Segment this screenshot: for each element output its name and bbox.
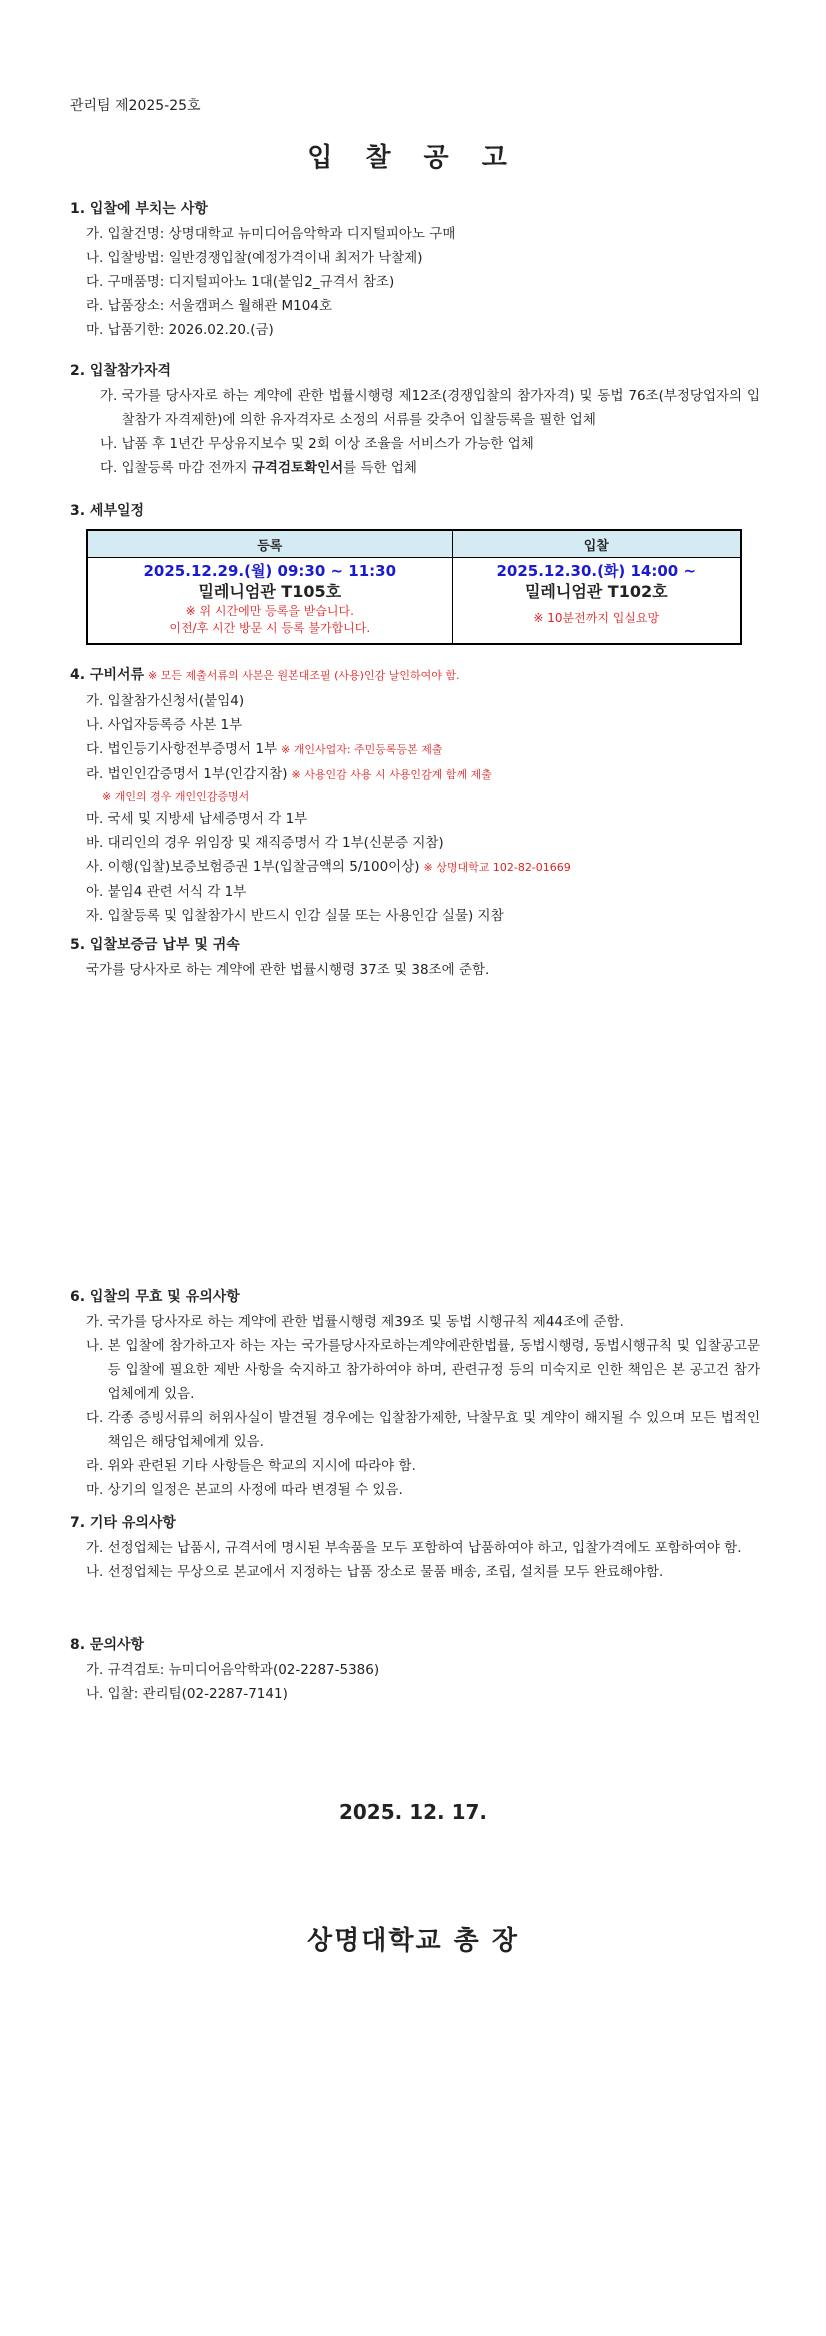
bidding-note: ※ 10분전까지 입실요망	[533, 611, 660, 625]
section-heading: 2. 입찰참가자격	[70, 363, 172, 379]
section-heading: 1. 입찰에 부치는 사항	[70, 201, 208, 217]
issuer-signature: 상명대학교 총 장	[307, 1926, 519, 1956]
item-marker: 나.	[86, 1338, 108, 1354]
announcement-date: 2025. 12. 17.	[338, 1800, 488, 1824]
section-bid-deposit	[70, 934, 760, 982]
section-inquiries	[70, 1634, 760, 1706]
list-item: 나. 납품 후 1년간 무상유지보수 및 2회 이상 조율을 서비스가 가능한 업체	[100, 436, 534, 452]
list-item	[70, 1334, 760, 1406]
item-marker: 가.	[100, 388, 122, 404]
item-text: 상기의 일정은 본교의 사정에 따라 변경될 수 있음.	[107, 1482, 403, 1498]
bidding-place: 밀레니엄관 T102호	[524, 582, 668, 601]
list-item	[70, 1536, 760, 1560]
list-item	[70, 1454, 760, 1478]
registration-place: 밀레니엄관 T105호	[198, 582, 342, 601]
list-item: 라. 납품장소: 서울캠퍼스 월해관 M104호	[86, 298, 332, 314]
list-item	[70, 384, 760, 432]
list-item	[70, 737, 760, 762]
section-eligibility	[70, 360, 760, 480]
item-text: 다. 법인등기사항전부증명서 1부	[86, 741, 277, 757]
section-bid-subject	[70, 198, 760, 342]
item-text: 국가를 당사자로 하는 계약에 관한 법률시행령 제12조(경쟁입찰의 참가자격) 및 동법 76조(부정당업자의 입찰참가 자격제한)에 의한 유자격자로 소정의 서류를 갖추어 입찰등록을 필한 업체	[121, 388, 760, 428]
spec-review-confirmation: 규격검토확인서	[251, 460, 344, 476]
item-text: 다. 입찰등록 마감 전까지	[100, 460, 252, 476]
list-item	[70, 855, 760, 880]
item-note: ※ 사용인감 사용 시 사용인감계 함께 제출	[291, 768, 492, 781]
list-item: 가. 규격검토: 뉴미디어음악학과(02-2287-5386)	[86, 1662, 380, 1678]
item-text: 라. 법인인감증명서 1부(인감지참)	[86, 766, 288, 782]
bidding-datetime: 2025.12.30.(화) 14:00 ~	[496, 562, 697, 580]
section-heading: 5. 입찰보증금 납부 및 귀속	[70, 937, 240, 953]
list-item: 아. 붙임4 관련 서식 각 1부	[86, 884, 247, 900]
item-note: ※ 개인사업자: 주민등록등본 제출	[281, 743, 443, 756]
heading-note: ※ 모든 제출서류의 사본은 원본대조필 (사용)인감 날인하여야 함.	[148, 669, 460, 682]
item-text: 본 입찰에 참가하고자 하는 자는 국가를당사자로하는계약에관한법률, 동법시행령, 동법시행규칙 및 입찰공고문 등 입찰에 필요한 제반 사항을 숙지하고 참가하여야 하며, 관련규정 등의 미숙지로 인한 책임은 본 공고건 참가업체에게 있음.	[107, 1338, 760, 1402]
item-marker: 가.	[86, 1314, 108, 1330]
list-item: 바. 대리인의 경우 위임장 및 재직증명서 각 1부(신분증 지참)	[86, 835, 444, 851]
list-item: 나. 입찰방법: 일반경쟁입찰(예정가격이내 최저가 낙찰제)	[86, 250, 423, 266]
section-schedule	[70, 500, 760, 522]
list-item: 나. 입찰: 관리팀(02-2287-7141)	[86, 1686, 288, 1702]
item-text: 국가를 당사자로 하는 계약에 관한 법률시행령 제39조 및 동법 시행규칙 제44조에 준함.	[107, 1314, 624, 1330]
item-marker: 라.	[86, 1458, 108, 1474]
list-item: 다. 구매품명: 디지털피아노 1대(붙임2_규격서 참조)	[86, 274, 395, 290]
item-marker: 다.	[86, 1410, 108, 1426]
section-required-documents	[70, 664, 760, 928]
item-text: 선정업체는 납품시, 규격서에 명시된 부속품을 모두 포함하여 납품하여야 하고, 입찰가격에도 포함하여야 함.	[107, 1540, 742, 1556]
document-number: 관리팀 제2025-25호	[70, 98, 201, 114]
item-text: 선정업체는 무상으로 본교에서 지정하는 납품 장소로 물품 배송, 조립, 설치를 모두 완료해야함.	[107, 1564, 664, 1580]
registration-note: ※ 위 시간에만 등록을 받습니다.	[185, 604, 354, 618]
section-heading: 7. 기타 유의사항	[70, 1515, 176, 1531]
column-header-registration: 등록	[87, 530, 452, 558]
section-other-notes	[70, 1512, 760, 1584]
item-note: ※ 상명대학교 102-82-01669	[423, 861, 571, 874]
list-item: 가. 입찰건명: 상명대학교 뉴미디어음악학과 디지털피아노 구매	[86, 226, 456, 242]
heading-text: 4. 구비서류	[70, 667, 145, 683]
section-invalidity-notes	[70, 1286, 760, 1502]
item-text: 위와 관련된 기타 사항들은 학교의 지시에 따라야 함.	[107, 1458, 416, 1474]
registration-note: 이전/후 시간 방문 시 등록 불가합니다.	[169, 621, 371, 635]
item-text: 사. 이행(입찰)보증보험증권 1부(입찰금액의 5/100이상)	[86, 859, 420, 875]
registration-datetime: 2025.12.29.(월) 09:30 ~ 11:30	[143, 562, 397, 580]
list-item: 나. 사업자등록증 사본 1부	[86, 717, 243, 733]
schedule-table	[86, 529, 742, 645]
registration-cell	[87, 558, 452, 645]
item-text: 를 득한 업체	[343, 460, 417, 476]
section-heading: 8. 문의사항	[70, 1637, 145, 1653]
list-item: 가. 입찰참가신청서(붙임4)	[86, 693, 245, 709]
column-header-bidding: 입찰	[452, 530, 741, 558]
list-item	[70, 1560, 760, 1584]
list-item: 마. 국세 및 지방세 납세증명서 각 1부	[86, 811, 308, 827]
list-item	[70, 456, 760, 480]
list-item	[70, 1406, 760, 1454]
list-item: 국가를 당사자로 하는 계약에 관한 법률시행령 37조 및 38조에 준함.	[86, 962, 490, 978]
section-heading: 3. 세부일정	[70, 503, 145, 519]
list-item: 자. 입찰등록 및 입찰참가시 반드시 인감 실물 또는 사용인감 실물) 지참	[86, 908, 504, 924]
section-heading	[70, 664, 760, 687]
list-item	[70, 1310, 760, 1334]
item-text: 각종 증빙서류의 허위사실이 발견될 경우에는 입찰참가제한, 낙찰무효 및 계약이 해지될 수 있으며 모든 법적인 책임은 해당업체에게 있음.	[107, 1410, 760, 1450]
bidding-cell	[452, 558, 741, 645]
section-heading: 6. 입찰의 무효 및 유의사항	[70, 1289, 240, 1305]
item-note: ※ 개인의 경우 개인인감증명서	[102, 790, 250, 803]
document-title: 입 찰 공 고	[307, 143, 519, 173]
item-marker: 마.	[86, 1482, 108, 1498]
list-item	[70, 762, 760, 787]
item-marker: 나.	[86, 1564, 108, 1580]
list-item	[70, 1478, 760, 1502]
item-marker: 가.	[86, 1540, 108, 1556]
list-item: 마. 납품기한: 2026.02.20.(금)	[86, 322, 274, 338]
